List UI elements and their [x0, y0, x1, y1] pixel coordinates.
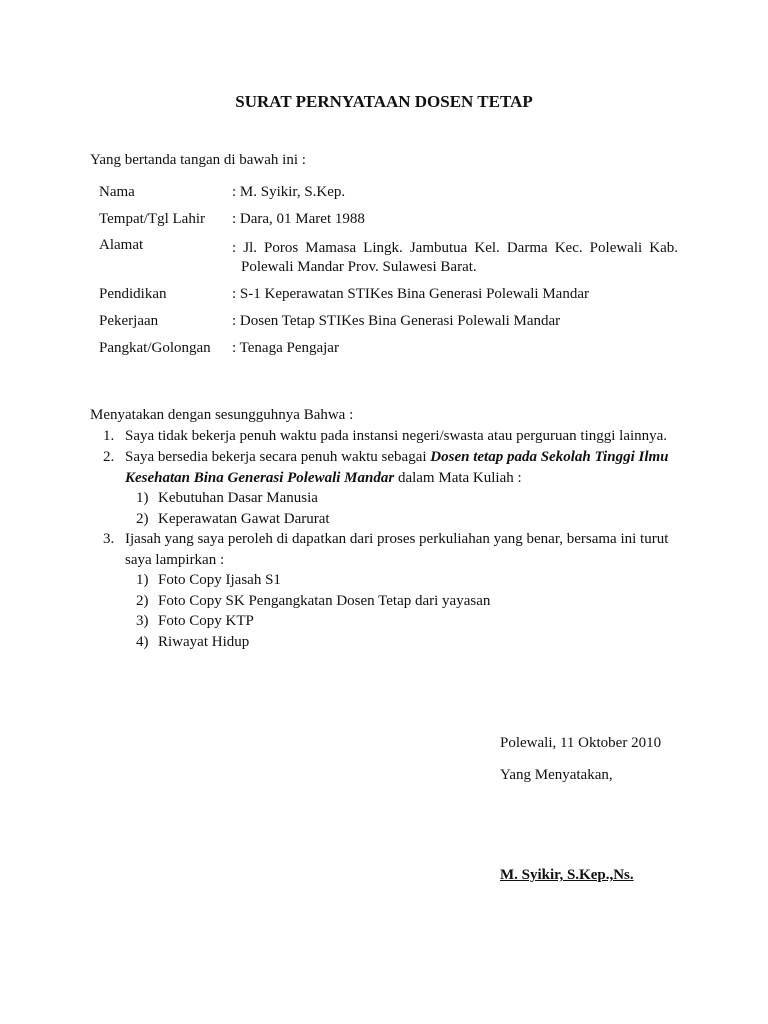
signatory-name: M. Syikir, S.Kep.,Ns.: [500, 867, 634, 883]
list-item-text: [125, 449, 669, 466]
sublist-item-text: Foto Copy Ijasah S1: [158, 572, 281, 588]
field-value-alamat-line1: : Jl. Poros Mamasa Lingk. Jambutua Kel. Darma Kec. Polewali Kab.: [232, 240, 678, 256]
list-item-text-plain: dalam Mata Kuliah :: [394, 470, 522, 486]
statement-text: Menyatakan dengan sesungguhnya Bahwa :: [90, 407, 354, 423]
field-label-nama: Nama: [99, 184, 135, 200]
intro-text: Yang bertanda tangan di bawah ini :: [90, 152, 306, 168]
sublist-item-text: Keperawatan Gawat Darurat: [158, 511, 330, 527]
list-item-text-emphasis: Kesehatan Bina Generasi Polewali Mandar: [125, 470, 395, 486]
list-number: 1.: [103, 428, 115, 444]
list-item-text-emphasis: Dosen tetap pada Sekolah Tinggi Ilmu: [430, 449, 669, 465]
list-item-text: [125, 470, 522, 487]
field-value-alamat-line2: Polewali Mandar Prov. Sulawesi Barat.: [241, 259, 477, 275]
sublist-number: 2): [136, 511, 149, 527]
field-value-pangkat: : Tenaga Pengajar: [232, 340, 339, 356]
list-item-text: Ijasah yang saya peroleh di dapatkan dari proses perkuliahan yang benar, bersama ini turut: [125, 531, 669, 547]
sublist-number: 1): [136, 490, 149, 506]
field-label-pangkat: Pangkat/Golongan: [99, 340, 211, 356]
sublist-item-text: Foto Copy KTP: [158, 613, 254, 629]
sublist-number: 1): [136, 572, 149, 588]
closing-text: Yang Menyatakan,: [500, 767, 613, 783]
field-label-pendidikan: Pendidikan: [99, 286, 167, 302]
sublist-number: 2): [136, 593, 149, 609]
sublist-item-text: Foto Copy SK Pengangkatan Dosen Tetap dari yayasan: [158, 593, 491, 609]
sublist-number: 3): [136, 613, 149, 629]
list-item-text: saya lampirkan :: [125, 552, 225, 568]
sublist-item-text: Riwayat Hidup: [158, 634, 250, 650]
field-label-pekerjaan: Pekerjaan: [99, 313, 159, 329]
field-label-ttl: Tempat/Tgl Lahir: [99, 211, 205, 227]
list-number: 3.: [103, 531, 115, 547]
field-label-alamat: Alamat: [99, 237, 144, 253]
field-value-ttl: : Dara, 01 Maret 1988: [232, 211, 365, 227]
list-item-text-plain: Saya bersedia bekerja secara penuh waktu sebagai: [125, 449, 431, 465]
sublist-item-text: Kebutuhan Dasar Manusia: [158, 490, 318, 506]
field-value-pekerjaan: : Dosen Tetap STIKes Bina Generasi Polewali Mandar: [232, 313, 561, 329]
list-item-text: Saya tidak bekerja penuh waktu pada instansi negeri/swasta atau perguruan tinggi lainnya.: [125, 428, 668, 444]
field-value-pendidikan: : S-1 Keperawatan STIKes Bina Generasi Polewali Mandar: [232, 286, 589, 302]
list-number: 2.: [103, 449, 115, 465]
document-title: SURAT PERNYATAAN DOSEN TETAP: [235, 92, 533, 111]
sublist-number: 4): [136, 634, 149, 650]
place-date: Polewali, 11 Oktober 2010: [500, 735, 662, 751]
field-value-nama: : M. Syikir, S.Kep.: [232, 184, 346, 200]
